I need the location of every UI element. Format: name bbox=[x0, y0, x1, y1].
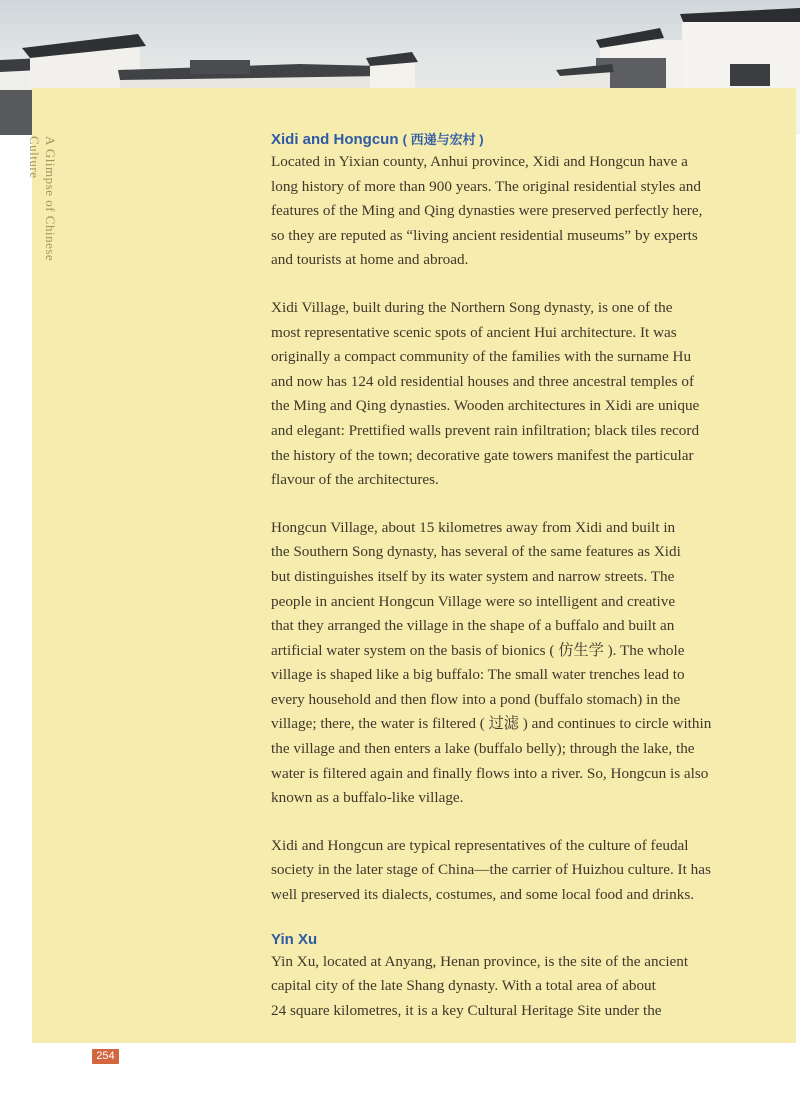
paragraph-yin-xu: Yin Xu, located at Anyang, Henan province, is the site of the ancient capital city of the late Shang dynasty. With a total area of about 24 square kilometres, it is a key Cultural Heritage Site under the bbox=[271, 952, 689, 1019]
section-heading-yin-xu: Yin Xu bbox=[271, 930, 318, 948]
paragraph-hongcun-village: Hongcun Village, about 15 kilometres away from Xidi and built in the Southern Song dynasty, has several of the same features as Xidi but distinguishes itself by its water system and narrow streets. The people in ancient Hongcun Village were so intelligent and creative that they arranged the village in the shape of a buffalo and built an artificial water system on the basis of bionics ( 仿生学 ). The whole village is shaped like a big buffalo: The small water trenches lead to every household and then flow into a pond (buffalo stomach) in the village; there, the water is filtered ( 过滤 ) and continues to circle within the village and then enters a lake (buffalo belly); through the lake, the water is filtered again and finally flows into a river. So, Hongcun is also known as a buffalo-like village. bbox=[271, 518, 712, 807]
paragraph-spacer bbox=[271, 273, 771, 296]
paragraph-xidi-hongcun-summary: Xidi and Hongcun are typical representatives of the culture of feudal society in the later stage of China—the carrier of Huizhou culture. It has well preserved its dialects, costumes, and some local food and drinks. bbox=[271, 836, 711, 904]
section-heading-xidi-hongcun bbox=[271, 130, 771, 150]
paragraph-spacer bbox=[271, 493, 771, 516]
paragraph-xidi-village: Xidi Village, built during the Northern Song dynasty, is one of the most representative scenic spots of ancient Hui architecture. It was originally a compact community of the families with the surname Hu and now has 124 old residential houses and three ancestral temples of the Ming and Qing dynasties. Wooden architectures in Xidi are unique and elegant: Prettified walls prevent rain infiltration; black tiles record the history of the town; decorative gate towers manifest the particular flavour of the architectures. bbox=[271, 298, 700, 489]
paragraph-spacer bbox=[271, 811, 771, 834]
page-number-badge: 254 bbox=[92, 1049, 119, 1064]
paragraph-xidi-hongcun-intro: Located in Yixian county, Anhui province, Xidi and Hongcun have a long history of more than 900 years. The original residential styles and features of the Ming and Qing dynasties were preserved perfectly here, so they are reputed as “living ancient residential museums” by experts and tourists at home and abroad. bbox=[271, 153, 703, 269]
book-title-vertical: A Glimpse of Chinese Culture bbox=[27, 136, 58, 262]
heading-chinese: ( 西递与宏村 ) bbox=[402, 132, 484, 147]
heading-text: Xidi and Hongcun bbox=[271, 131, 399, 148]
article-content bbox=[271, 130, 771, 1023]
section-spacer bbox=[271, 908, 771, 930]
